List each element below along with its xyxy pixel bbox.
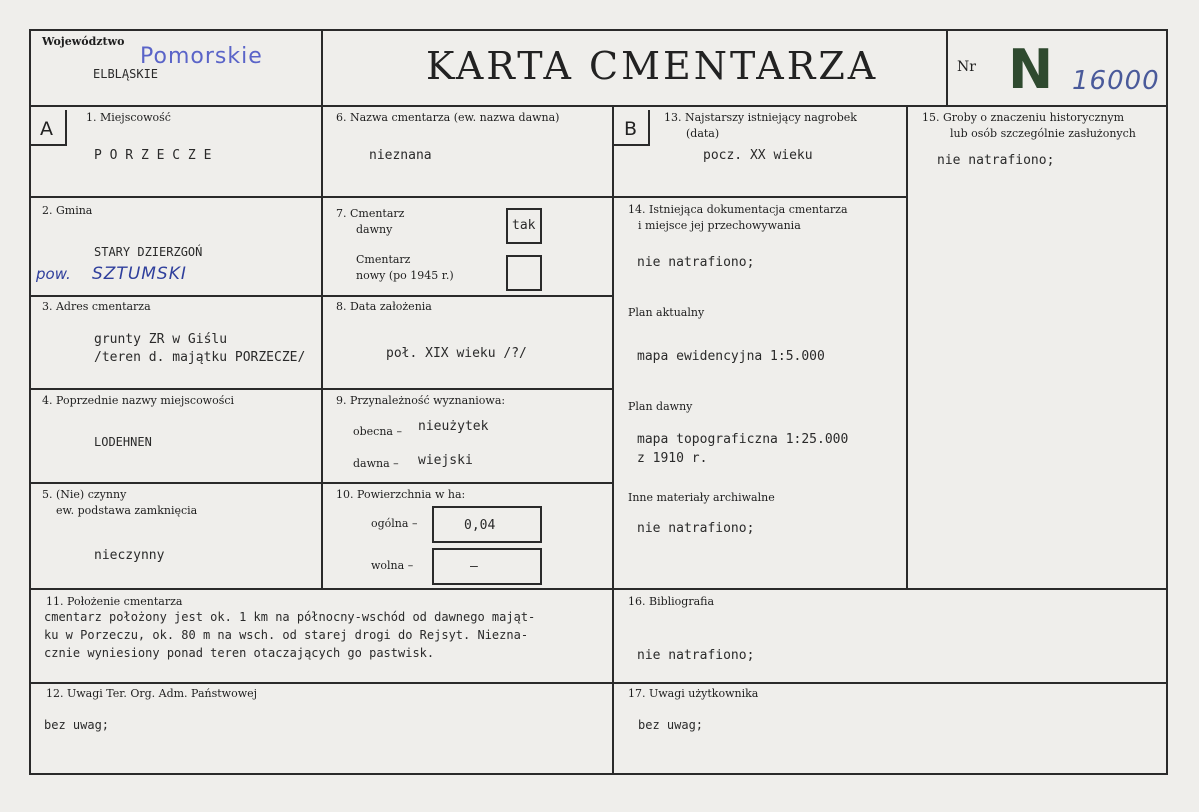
field-4-value: LODEHNEN bbox=[94, 435, 152, 449]
header-v2 bbox=[946, 29, 948, 107]
frame-bottom bbox=[29, 773, 1168, 775]
field-13-value: pocz. XX wieku bbox=[703, 148, 813, 163]
field-9-former-value: wiejski bbox=[418, 453, 473, 468]
card-title: KARTA CMENTARZA bbox=[426, 44, 879, 88]
field-7-label-new-1: Cmentarz bbox=[356, 253, 411, 266]
field-9-current-value: nieużytek bbox=[418, 419, 489, 434]
nr-label: Nr bbox=[957, 59, 976, 75]
field-11-label: 11. Położenie cmentarza bbox=[46, 595, 183, 608]
field-2-label: 2. Gmina bbox=[42, 204, 93, 217]
field-7-label-new-2: nowy (po 1945 r.) bbox=[356, 269, 454, 282]
row-a1 bbox=[29, 196, 614, 198]
field-5-label-2: ew. podstawa zamknięcia bbox=[56, 504, 198, 517]
field-10-free-value: – bbox=[470, 559, 478, 574]
field-2-hand-value: SZTUMSKI bbox=[92, 264, 187, 284]
field-3-value-2: /teren d. majątku PORZECZE/ bbox=[94, 350, 306, 365]
field-10-total-label: ogólna – bbox=[371, 517, 418, 530]
field-13-label-1: 13. Najstarszy istniejący nagrobek bbox=[664, 111, 857, 124]
frame-top bbox=[29, 29, 1168, 31]
field-10-label: 10. Powierzchnia w ha: bbox=[336, 488, 466, 501]
field-15-label-2: lub osób szczególnie zasłużonych bbox=[950, 127, 1136, 140]
field-6-label: 6. Nazwa cmentarza (ew. nazwa dawna) bbox=[336, 111, 560, 124]
nr-number: 16000 bbox=[1072, 66, 1160, 96]
voivodeship-typed: ELBLĄSKIE bbox=[93, 67, 159, 81]
voivodeship-label: Województwo bbox=[42, 35, 125, 48]
section-b-letter: B bbox=[624, 118, 638, 140]
field-7-old-value: tak bbox=[512, 218, 536, 233]
field-9-former-label: dawna – bbox=[353, 457, 399, 470]
field-10-total-value: 0,04 bbox=[464, 518, 496, 533]
other-materials-label: Inne materiały archiwalne bbox=[628, 491, 775, 504]
field-12-value: bez uwag; bbox=[44, 718, 110, 732]
row-a2 bbox=[29, 295, 614, 297]
field-10-free-box[interactable] bbox=[432, 548, 542, 585]
row-main-bottom bbox=[29, 588, 1168, 590]
field-15-value: nie natrafiono; bbox=[937, 153, 1055, 168]
header-divider bbox=[29, 105, 1168, 107]
field-2-hand-prefix: pow. bbox=[36, 265, 71, 283]
col-div-3 bbox=[906, 105, 908, 589]
field-12-label: 12. Uwagi Ter. Org. Adm. Państwowej bbox=[46, 687, 258, 700]
field-1-label: 1. Miejscowość bbox=[86, 111, 171, 124]
section-a-letter: A bbox=[40, 118, 53, 140]
field-9-current-label: obecna – bbox=[353, 425, 402, 438]
field-14-label-2: i miejsce jej przechowywania bbox=[638, 219, 801, 232]
plan-old-value-2: z 1910 r. bbox=[637, 451, 708, 466]
field-14-value: nie natrafiono; bbox=[637, 255, 755, 270]
field-5-value: nieczynny bbox=[94, 548, 165, 563]
field-11-line-3: cznie wyniesiony ponad teren otaczających go pastwisk. bbox=[44, 646, 435, 660]
voivodeship-stamp: Pomorskie bbox=[140, 44, 263, 69]
col-div-1 bbox=[321, 105, 323, 589]
field-17-value: bez uwag; bbox=[638, 718, 704, 732]
plan-old-label: Plan dawny bbox=[628, 400, 693, 413]
row-a4 bbox=[29, 482, 614, 484]
field-13-label-2: (data) bbox=[686, 127, 720, 140]
field-16-value: nie natrafiono; bbox=[637, 648, 755, 663]
field-7-new-box[interactable] bbox=[506, 255, 542, 291]
field-3-label: 3. Adres cmentarza bbox=[42, 300, 151, 313]
plan-old-value-1: mapa topograficzna 1:25.000 bbox=[637, 432, 849, 447]
field-10-free-label: wolna – bbox=[371, 559, 414, 572]
plan-current-label: Plan aktualny bbox=[628, 306, 705, 319]
frame-right bbox=[1166, 29, 1168, 775]
field-7-label-old-1: 7. Cmentarz bbox=[336, 207, 405, 220]
field-15-label-1: 15. Groby o znaczeniu historycznym bbox=[922, 111, 1125, 124]
field-4-label: 4. Poprzednie nazwy miejscowości bbox=[42, 394, 235, 407]
field-2-value: STARY DZIERZGOŃ bbox=[94, 245, 203, 259]
field-16-label: 16. Bibliografia bbox=[628, 595, 715, 608]
field-8-value: poł. XIX wieku /?/ bbox=[386, 346, 527, 361]
other-materials-value: nie natrafiono; bbox=[637, 521, 755, 536]
field-11-line-1: cmentarz położony jest ok. 1 km na północny-wschód od dawnego mająt- bbox=[44, 610, 536, 624]
field-17-label: 17. Uwagi użytkownika bbox=[628, 687, 759, 700]
row-lower bbox=[29, 682, 1168, 684]
nr-letter: N bbox=[1008, 38, 1054, 101]
field-3-value-1: grunty ZR w Giślu bbox=[94, 332, 228, 347]
field-14-label-1: 14. Istniejąca dokumentacja cmentarza bbox=[628, 203, 848, 216]
col-div-2 bbox=[612, 105, 614, 775]
field-8-label: 8. Data założenia bbox=[336, 300, 432, 313]
field-1-value: P O R Z E C Z E bbox=[94, 148, 212, 163]
field-6-value: nieznana bbox=[369, 148, 432, 163]
field-11-line-2: ku w Porzeczu, ok. 80 m na wsch. od starej drogi do Rejsyt. Niezna- bbox=[44, 628, 529, 642]
field-7-label-old-2: dawny bbox=[356, 223, 393, 236]
row-b1 bbox=[612, 196, 908, 198]
row-a3 bbox=[29, 388, 614, 390]
field-9-label: 9. Przynależność wyznaniowa: bbox=[336, 394, 506, 407]
header-v1 bbox=[321, 29, 323, 107]
plan-current-value: mapa ewidencyjna 1:5.000 bbox=[637, 349, 825, 364]
field-5-label-1: 5. (Nie) czynny bbox=[42, 488, 127, 501]
